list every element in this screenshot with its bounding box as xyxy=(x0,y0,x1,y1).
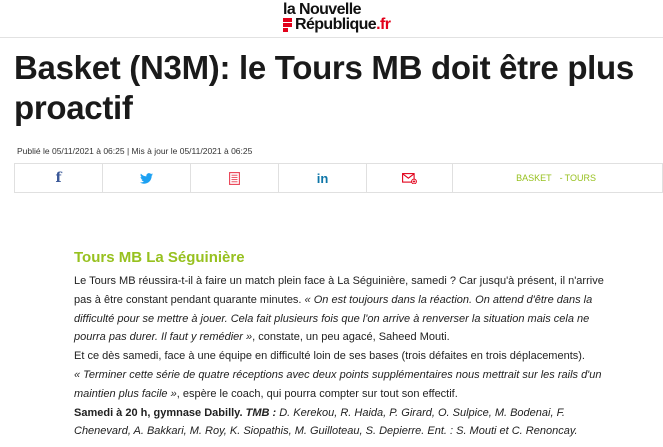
tag-basket[interactable]: BASKET xyxy=(516,173,552,183)
section-title: Tours MB La Séguinière xyxy=(74,249,245,266)
brand-logo-suffix: .fr xyxy=(376,16,391,33)
paragraph-text: , constate, un peu agacé, Saheed Mouti. xyxy=(252,331,450,344)
article-meta: Publié le 05/11/2021 à 06:25 | Mis à jour le 05/11/2021 à 06:25 xyxy=(17,146,253,156)
paragraph xyxy=(74,404,614,442)
paragraph xyxy=(74,366,614,404)
brand-mark-icon xyxy=(283,18,292,31)
share-email-button[interactable] xyxy=(367,164,453,192)
article-body xyxy=(74,272,614,441)
print-icon xyxy=(229,172,240,185)
linkedin-icon: in xyxy=(316,170,329,186)
share-print-button[interactable] xyxy=(191,164,279,192)
brand-logo-line1: la Nouvelle xyxy=(283,1,361,18)
quote-text: « Terminer cette série de quatre réceptions avec deux points supplémentaires nous mettrait sur les rails d'un maintien plus facile » xyxy=(74,368,602,400)
paragraph: Et ce dès samedi, face à une équipe en difficulté loin de ses bases (trois défaites en trois déplacements). xyxy=(74,350,585,363)
article-title: Basket (N3M): le Tours MB doit être plus proactif xyxy=(14,49,634,126)
roster-text: D. Kerekou, R. Haida, P. Girard, O. Sulpice, M. Bodenai, F. Chenevard, A. Bakkari, M. Roy, K. Siopathis, M. Guilloteau, S. Depierre. Ent. : S. Mouti et C. Renoncay. xyxy=(74,406,578,438)
share-twitter-button[interactable] xyxy=(103,164,191,192)
email-icon xyxy=(402,172,417,184)
share-bar xyxy=(14,163,663,193)
share-linkedin-button[interactable] xyxy=(279,164,367,192)
team-label-text: TMB : xyxy=(245,406,280,419)
share-facebook-button[interactable] xyxy=(15,164,103,192)
brand-logo-line2 xyxy=(283,17,390,32)
twitter-icon xyxy=(140,173,153,184)
facebook-icon: f xyxy=(55,170,62,186)
brand-logo[interactable] xyxy=(283,2,390,32)
article-tags xyxy=(453,164,662,192)
team-label xyxy=(246,407,280,419)
paragraph xyxy=(74,272,614,347)
paragraph-text: , espère le coach, qui pourra compter sur tout son effectif. xyxy=(176,387,458,400)
brand-logo-name: République xyxy=(295,16,377,33)
paragraph-text: Le Tours MB réussira-t-il à faire un match plein face à La Séguinière, samedi ? Car jusqu'à présent, il n'arrive pas à être constant pendant quarante minutes. xyxy=(74,275,604,306)
masthead xyxy=(0,0,663,38)
tag-separator: - xyxy=(559,173,563,183)
event-info: Samedi à 20 h, gymnase Dabilly. xyxy=(74,406,246,419)
tag-tours[interactable]: TOURS xyxy=(564,173,596,183)
quote-text: « On est toujours dans la réaction. On attend d'être dans la difficulté pour se mettre à jouer. Cela fait plusieurs fois que l'on arrive à renverser la situation mais cela ne pourra pas durer. Il faut y remédier » xyxy=(74,293,593,344)
